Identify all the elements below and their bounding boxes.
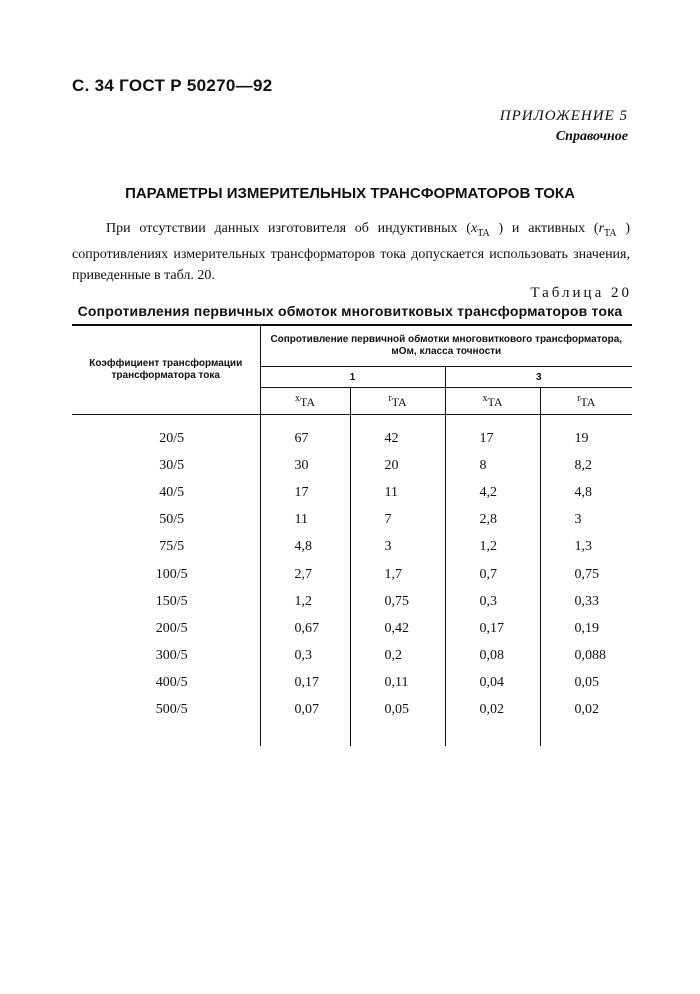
x-class1-cell: 11 <box>260 507 350 534</box>
r-class1-cell: 42 <box>350 415 445 453</box>
ratio-cell: 500/5 <box>72 697 260 724</box>
x-class3-cell: 0,3 <box>445 588 540 615</box>
r-class1-cell: 7 <box>350 507 445 534</box>
section-title: ПАРАМЕТРЫ ИЗМЕРИТЕЛЬНЫХ ТРАНСФОРМАТОРОВ ТОКА <box>125 185 575 202</box>
x-class1-cell: 0,17 <box>260 670 350 697</box>
x-subscript: TA <box>477 227 490 239</box>
table-row <box>72 534 632 561</box>
x-class1-cell: 17 <box>260 479 350 506</box>
ratio-cell: 50/5 <box>72 507 260 534</box>
x-class3-cell: 17 <box>445 415 540 453</box>
r-class3-cell: 1,3 <box>574 539 592 555</box>
x-class1-cell: 0,3 <box>260 643 350 670</box>
x-class3-cell: 0,04 <box>445 670 540 697</box>
x-class3-cell: 8 <box>445 452 540 479</box>
r-class3-cell: 0,02 <box>574 702 599 718</box>
empty-cell <box>540 724 632 746</box>
table-row <box>72 415 632 453</box>
r-class1-cell: 0,11 <box>350 670 445 697</box>
ratio-cell: 30/5 <box>72 452 260 479</box>
x-class3-cell: 0,08 <box>445 643 540 670</box>
ratio-cell: 200/5 <box>72 615 260 642</box>
r-class3-cell: 0,33 <box>574 593 599 609</box>
r-class1-cell: 0,75 <box>350 588 445 615</box>
header-x-class-3: $^x$TA <box>445 388 540 415</box>
ratio-cell: 20/5 <box>72 415 260 453</box>
intro-text-2: ) и активных ( <box>498 221 599 236</box>
x-class3-cell: 2,8 <box>445 507 540 534</box>
ratio-cell: 40/5 <box>72 479 260 506</box>
r-class3-cell: 19 <box>574 430 589 446</box>
x-class1-cell: 4,8 <box>260 534 350 561</box>
empty-cell <box>350 724 445 746</box>
appendix-label <box>500 108 628 145</box>
x-class1-cell: 67 <box>260 415 350 453</box>
table-row <box>72 507 632 534</box>
table-row <box>72 697 632 724</box>
r-class3-cell: 3 <box>574 512 582 528</box>
r-subscript: TA <box>604 227 617 239</box>
header-x-class-1: $^x$TA <box>260 388 350 415</box>
table-row <box>72 643 632 670</box>
accuracy-class-1: 1 <box>260 367 445 388</box>
r-class3-cell: 0,75 <box>574 566 599 582</box>
x-class3-cell: 0,17 <box>445 615 540 642</box>
accuracy-class-3: 3 <box>445 367 632 388</box>
ratio-cell: 300/5 <box>72 643 260 670</box>
column-header-resistance: Сопротивление первичной обмотки многовиткового трансформатора, мОм, класса точности <box>260 325 632 367</box>
header-r-class-3: $^r$TA <box>540 388 632 415</box>
intro-text-1: При отсутствии данных изготовителя об индуктивных ( <box>106 221 471 236</box>
ratio-cell: 150/5 <box>72 588 260 615</box>
r-class1-cell: 0,2 <box>350 643 445 670</box>
r-class1-cell: 1,7 <box>350 561 445 588</box>
r-class1-cell: 3 <box>350 534 445 561</box>
table-row <box>72 615 632 642</box>
x-class3-cell: 0,7 <box>445 561 540 588</box>
empty-cell <box>72 724 260 746</box>
r-class1-cell: 20 <box>350 452 445 479</box>
r-symbol: r <box>598 221 605 236</box>
intro-text-3: ) сопротивлениях измерительных трансформаторов тока допускается использовать значения, приведенные в табл. 20. <box>72 221 631 283</box>
x-class1-cell: 0,07 <box>260 697 350 724</box>
page-header: С. 34 ГОСТ Р 50270—92 <box>72 76 273 95</box>
x-class3-cell: 1,2 <box>445 534 540 561</box>
r-class1-cell: 0,05 <box>350 697 445 724</box>
x-class1-cell: 0,67 <box>260 615 350 642</box>
table-caption: Сопротивления первичных обмоток многовитковых трансформаторов тока <box>77 303 623 319</box>
appendix-type: Справочное <box>555 129 628 144</box>
r-class3-cell: 8,2 <box>574 457 592 473</box>
r-class3-cell: 4,8 <box>574 484 592 500</box>
r-class1-cell: 0,42 <box>350 615 445 642</box>
table-tail-row <box>72 724 632 746</box>
ratio-cell: 75/5 <box>72 534 260 561</box>
r-class3-cell: 0,19 <box>574 620 599 636</box>
x-class1-cell: 2,7 <box>260 561 350 588</box>
x-symbol: x <box>470 221 478 236</box>
ratio-cell: 400/5 <box>72 670 260 697</box>
appendix-title: ПРИЛОЖЕНИЕ 5 <box>499 108 628 124</box>
table-row <box>72 561 632 588</box>
table-number: Таблица 20 <box>530 285 632 301</box>
x-class1-cell: 30 <box>260 452 350 479</box>
x-class3-cell: 4,2 <box>445 479 540 506</box>
table-row <box>72 670 632 697</box>
table-row <box>72 452 632 479</box>
empty-cell <box>445 724 540 746</box>
header-r-class-1: $^r$TA <box>350 388 445 415</box>
column-header-ratio: Коэффициент трансформации трансформатора тока <box>72 325 260 415</box>
r-class3-cell: 0,05 <box>574 675 599 691</box>
table-row <box>72 588 632 615</box>
table-row <box>72 479 632 506</box>
x-class3-cell: 0,02 <box>445 697 540 724</box>
resistance-table <box>72 324 632 746</box>
empty-cell <box>260 724 350 746</box>
intro-paragraph <box>72 218 630 286</box>
ratio-cell: 100/5 <box>72 561 260 588</box>
r-class1-cell: 11 <box>350 479 445 506</box>
r-class3-cell: 0,088 <box>574 648 606 664</box>
x-class1-cell: 1,2 <box>260 588 350 615</box>
